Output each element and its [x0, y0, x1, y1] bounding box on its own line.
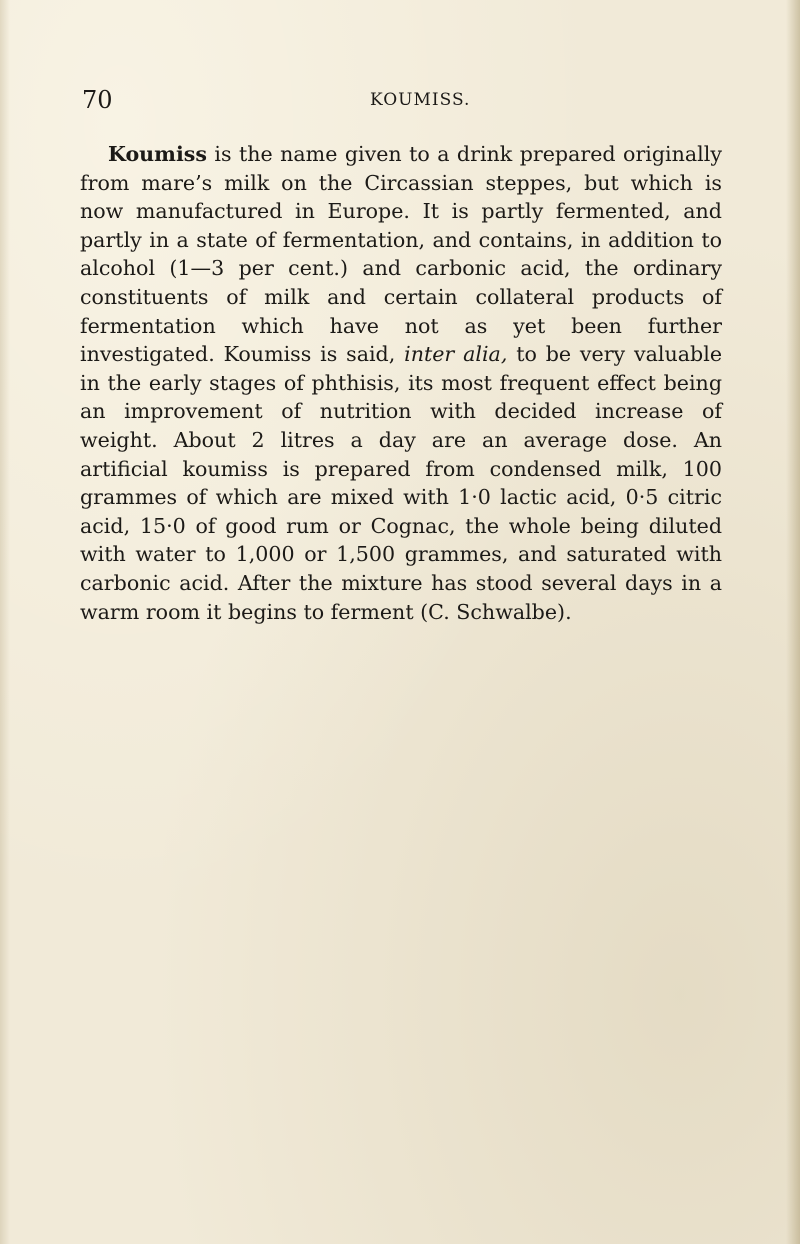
page-edge-shadow-right	[786, 0, 800, 1244]
paragraph-text-part-2: to be very valuable in the early stages of phthisis, its most frequent effect being an improvement of nutrition with decided increase of weight. About 2 litres a day are an average dose. An artificial koumiss is prepared from condensed milk, 100 grammes of which are mixed with 1·0 lactic acid, 0·5 citric acid, 15·0 of good rum or Cognac, the whole being diluted with water to 1,000 or 1,500 grammes, and saturated with carbonic acid. After the mixture has stood several days in a warm room it begins to ferment (C. Schwalbe).	[80, 342, 723, 624]
page-edge-shadow-left	[0, 0, 10, 1244]
body-paragraph	[80, 140, 722, 626]
page-number: 70	[82, 86, 113, 114]
running-head	[82, 86, 722, 116]
paragraph-text-part-1: is the name given to a drink prepared originally from mare’s milk on the Circassian steppes, but which is now manufactured in Europe. It is partly fermented, and partly in a state of fermentation, and contains, in addition to alcohol (1—3 per cent.) and carbonic acid, the ordinary constituents of milk and certain collateral products of fermentation which have not as yet been further investigated. Koumiss is said,	[80, 142, 722, 367]
latin-phrase: inter alia,	[404, 342, 508, 367]
running-title: KOUMISS.	[370, 90, 471, 110]
lead-term: Koumiss	[108, 142, 207, 166]
